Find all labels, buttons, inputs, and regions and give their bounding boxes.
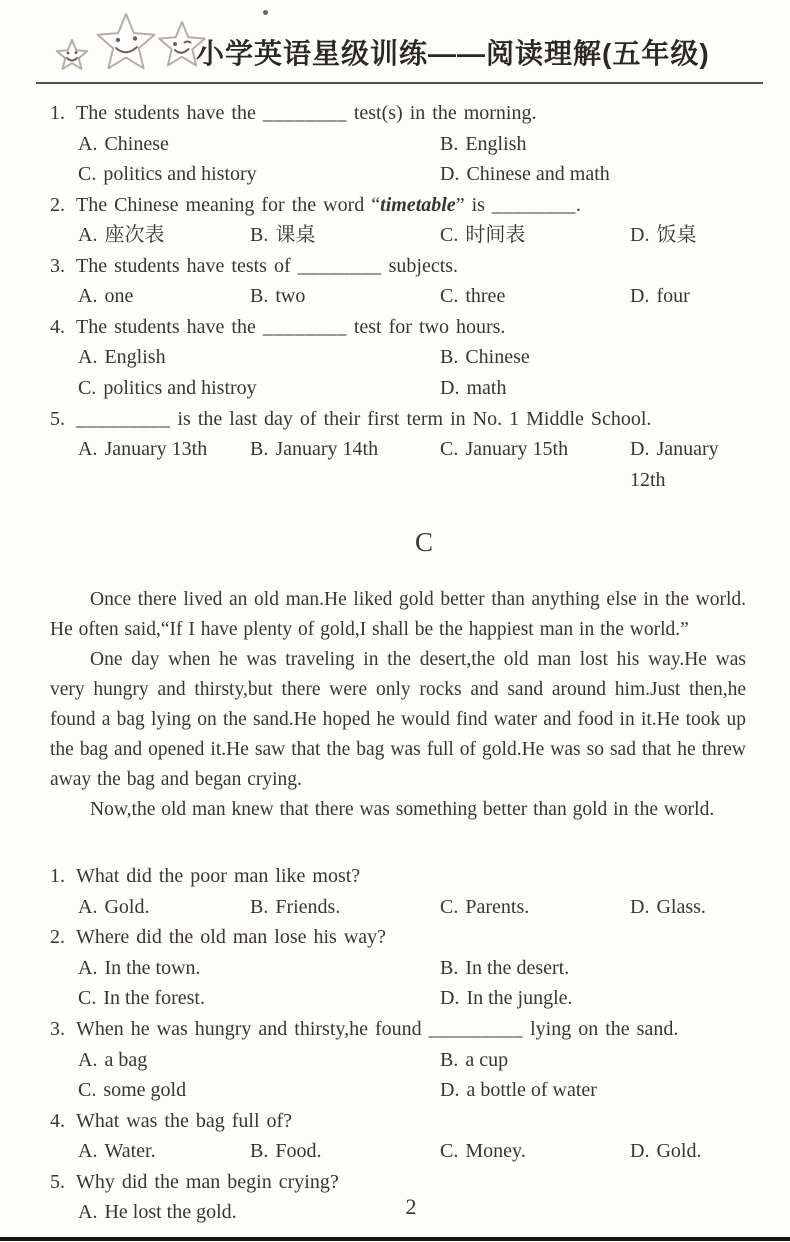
option-text: Water. <box>104 1140 156 1163</box>
option-text: In the forest. <box>103 987 205 1010</box>
option-letter: A. <box>78 132 98 155</box>
option-a <box>78 220 250 251</box>
option-text: Money. <box>465 1140 526 1163</box>
option-d <box>440 1075 746 1106</box>
option-letter: B. <box>250 285 269 308</box>
option-text: some gold <box>103 1079 187 1102</box>
question-stem <box>50 922 746 953</box>
question-text: . <box>575 193 581 216</box>
question-stem <box>50 98 746 129</box>
option-d <box>630 1136 746 1167</box>
option-a <box>78 129 440 160</box>
options-grid <box>78 220 746 251</box>
options-grid <box>78 1045 746 1106</box>
question-stem <box>50 312 746 343</box>
answer-blank: ________ <box>262 315 347 338</box>
option-c <box>440 892 630 923</box>
page-body <box>0 82 790 1228</box>
option-letter: A. <box>78 438 98 461</box>
question-number: 2. <box>50 193 65 216</box>
options-grid <box>78 953 746 1014</box>
option-letter: C. <box>440 1140 459 1163</box>
option-text: English <box>465 132 527 155</box>
option-b <box>440 342 746 373</box>
passage-paragraph: Once there lived an old man.He liked gold better than anything else in the world. He often said,“If I have plenty of gold,I shall be the happiest man in the world.” <box>50 589 746 641</box>
option-letter: A. <box>78 285 98 308</box>
page-header <box>36 0 763 84</box>
option-letter: B. <box>440 956 459 979</box>
option-text: In the jungle. <box>466 987 573 1010</box>
option-letter: A. <box>78 1201 98 1224</box>
option-c <box>440 1136 630 1167</box>
option-letter: A. <box>78 346 98 369</box>
question-block <box>50 404 746 496</box>
option-text: three <box>465 285 506 308</box>
option-text: In the town. <box>104 956 201 979</box>
option-letter: A. <box>78 1048 98 1071</box>
answer-blank: ________ <box>297 254 382 277</box>
option-d <box>630 220 746 251</box>
option-text: four <box>656 285 690 308</box>
options-grid <box>78 281 746 312</box>
question-block <box>50 1014 746 1106</box>
question-text: is the last day of their first term in No. 1 Middle School. <box>170 407 652 430</box>
option-text: January 14th <box>275 438 379 461</box>
answer-blank: ________ <box>262 102 347 124</box>
option-b <box>440 953 746 984</box>
question-number: 3. <box>50 1018 65 1041</box>
smiling-stars-icon <box>48 6 220 80</box>
option-text: 饭桌 <box>656 224 697 247</box>
question-block <box>50 251 746 312</box>
question-text: The Chinese meaning for the word “ <box>76 193 381 216</box>
option-letter: B. <box>250 1140 269 1163</box>
option-b <box>440 129 746 160</box>
option-letter: D. <box>630 1140 650 1163</box>
question-text: Why did the man begin crying? <box>76 1170 339 1193</box>
option-d <box>440 983 746 1014</box>
option-text: Friends. <box>275 895 341 918</box>
question-block <box>50 922 746 1014</box>
options-grid <box>78 892 746 923</box>
question-block <box>50 1106 746 1167</box>
option-b <box>440 1045 746 1076</box>
option-text: Chinese <box>465 346 530 369</box>
option-text: Glass. <box>656 895 706 918</box>
option-text: Gold. <box>104 895 150 918</box>
option-a <box>78 1136 250 1167</box>
answer-blank: _________ <box>428 1018 524 1041</box>
option-letter: B. <box>250 224 269 247</box>
option-letter: B. <box>250 895 269 918</box>
option-a <box>78 342 440 373</box>
option-d <box>630 892 746 923</box>
question-set-1 <box>50 98 746 495</box>
question-text: Where did the old man lose his way? <box>76 926 387 949</box>
question-stem <box>50 861 746 892</box>
question-text: timetable <box>380 193 456 216</box>
option-b <box>250 281 440 312</box>
option-b <box>250 220 440 251</box>
option-letter: B. <box>440 346 459 369</box>
question-number: 4. <box>50 1109 65 1132</box>
option-text: Chinese and math <box>466 163 610 186</box>
option-b <box>250 1136 440 1167</box>
option-text: one <box>104 285 134 308</box>
option-text: January 13th <box>104 438 208 461</box>
option-letter: C. <box>440 895 459 918</box>
option-a <box>78 892 250 923</box>
option-text: two <box>275 285 306 308</box>
option-letter: D. <box>440 987 460 1010</box>
question-number: 5. <box>50 1170 65 1193</box>
option-text: Gold. <box>656 1140 702 1163</box>
question-number: 3. <box>50 254 65 277</box>
question-text: The students have tests of <box>76 254 298 277</box>
question-block <box>50 190 746 251</box>
option-text: Food. <box>275 1140 322 1163</box>
option-a <box>78 953 440 984</box>
option-c <box>440 434 630 495</box>
option-a <box>78 1045 440 1076</box>
option-text: a bag <box>104 1048 148 1071</box>
option-d <box>630 434 746 495</box>
question-text: The students have the <box>76 102 263 124</box>
question-number: 1. <box>50 102 65 124</box>
option-letter: D. <box>630 285 650 308</box>
option-letter: D. <box>440 163 460 186</box>
question-text: When he was hungry and thirsty,he found <box>76 1018 429 1041</box>
options-grid <box>78 434 746 495</box>
option-text: In the desert. <box>465 956 570 979</box>
option-letter: B. <box>440 132 459 155</box>
option-text: math <box>466 376 507 399</box>
question-text: test(s) in the morning. <box>346 102 537 124</box>
option-c <box>440 281 630 312</box>
option-letter: D. <box>630 224 650 247</box>
option-text: Parents. <box>465 895 530 918</box>
question-stem <box>50 1014 746 1045</box>
question-text: test for two hours. <box>346 315 506 338</box>
bottom-rule <box>0 1237 790 1241</box>
options-grid <box>78 1136 746 1167</box>
section-c-heading: C <box>414 527 433 558</box>
option-text: 座次表 <box>104 224 165 247</box>
question-text: The students have the <box>76 315 263 338</box>
option-letter: A. <box>78 1140 98 1163</box>
option-c <box>440 220 630 251</box>
question-block <box>50 861 746 922</box>
reading-passage <box>50 585 746 825</box>
option-letter: B. <box>250 438 269 461</box>
question-number: 5. <box>50 407 65 430</box>
option-text: 课桌 <box>275 224 316 247</box>
option-letter: A. <box>78 224 98 247</box>
option-text: English <box>104 346 166 369</box>
option-text: Chinese <box>104 132 169 155</box>
question-block <box>50 98 746 190</box>
question-text: What did the poor man like most? <box>76 865 361 888</box>
passage-paragraph: Now,the old man knew that there was something better than gold in the world. <box>90 799 715 821</box>
option-c <box>78 983 440 1014</box>
question-text: ” is <box>455 193 492 216</box>
option-c <box>78 159 440 190</box>
option-letter: B. <box>440 1048 459 1071</box>
option-letter: C. <box>78 163 97 186</box>
question-number: 1. <box>50 865 65 888</box>
question-text: lying on the sand. <box>523 1018 679 1041</box>
option-text: 时间表 <box>465 224 526 247</box>
question-text: What was the bag full of? <box>76 1109 293 1132</box>
question-set-2 <box>50 861 746 1228</box>
question-stem <box>50 1106 746 1137</box>
option-text: January 12th <box>630 438 719 491</box>
answer-blank: ________ <box>491 193 576 216</box>
passage-paragraph: One day when he was traveling in the desert,the old man lost his way.He was very hungry and thirsty,but there were only rocks and sand around him.Just then,he found a bag lying on the sand.He hoped he would find water and food in it.He took up the bag and opened it.He saw that the bag was full of gold.He was so sad that he threw away the bag and began crying. <box>50 649 746 791</box>
option-d <box>630 281 746 312</box>
option-text: a cup <box>465 1048 509 1071</box>
question-stem <box>50 251 746 282</box>
option-letter: D. <box>630 895 650 918</box>
options-grid <box>78 129 746 190</box>
option-letter: C. <box>440 285 459 308</box>
question-number: 2. <box>50 926 65 949</box>
option-letter: C. <box>78 987 97 1010</box>
page-title: 小学英语星级训练——阅读理解(五年级) <box>196 38 710 69</box>
option-letter: A. <box>78 956 98 979</box>
option-a <box>78 434 250 495</box>
option-letter: C. <box>440 224 459 247</box>
question-stem <box>50 404 746 435</box>
option-letter: D. <box>440 376 460 399</box>
option-d <box>440 373 746 404</box>
question-stem <box>50 190 746 221</box>
page-number: 2 <box>405 1194 417 1219</box>
question-text: subjects. <box>381 254 459 277</box>
question-stem <box>50 1167 746 1198</box>
answer-blank: _________ <box>76 407 171 430</box>
option-b <box>250 434 440 495</box>
option-text: politics and history <box>103 163 257 186</box>
option-letter: A. <box>78 895 98 918</box>
option-c <box>78 1075 440 1106</box>
option-letter: C. <box>78 376 97 399</box>
option-text: January 15th <box>465 438 569 461</box>
question-number: 4. <box>50 315 65 338</box>
option-text: politics and histroy <box>103 376 257 399</box>
ink-speck <box>263 10 268 15</box>
option-letter: D. <box>440 1079 460 1102</box>
stars-drawing <box>48 6 220 80</box>
options-grid <box>78 342 746 403</box>
option-d <box>440 159 746 190</box>
option-letter: C. <box>78 1079 97 1102</box>
option-c <box>78 373 440 404</box>
option-letter: C. <box>440 438 459 461</box>
question-block <box>50 312 746 404</box>
option-letter: D. <box>630 438 650 461</box>
option-text: He lost the gold. <box>104 1201 237 1224</box>
option-a <box>78 281 250 312</box>
option-text: a bottle of water <box>466 1079 597 1102</box>
option-b <box>250 892 440 923</box>
